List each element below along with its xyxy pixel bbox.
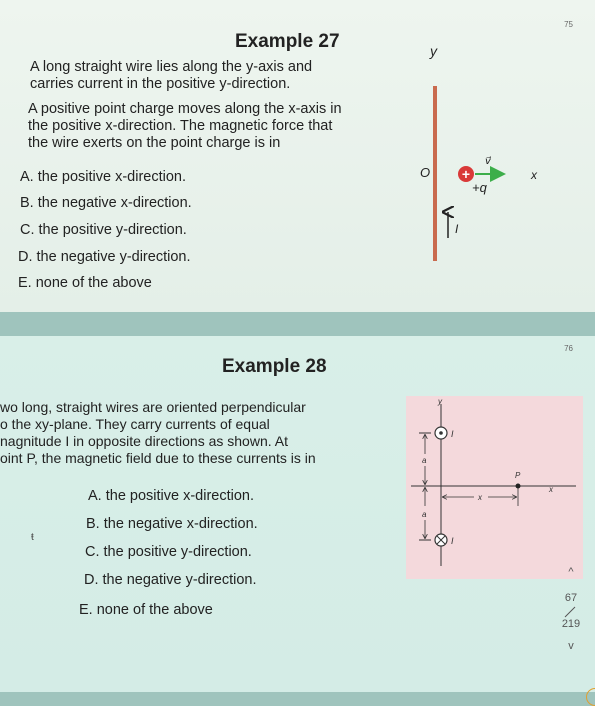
problem-paragraph xyxy=(0,399,316,467)
charge-label: +q xyxy=(472,180,487,195)
charge-symbol: + xyxy=(461,166,471,182)
x-axis-label: x xyxy=(531,168,537,182)
text-line: nagnitude I in opposite directions as shown. At xyxy=(0,433,288,449)
velocity-label: v⃗ xyxy=(485,156,491,167)
a-label-bottom: a xyxy=(422,510,427,519)
wire xyxy=(433,86,437,261)
slide-example-27 xyxy=(0,0,595,312)
option-d: D. the negative y-direction. xyxy=(84,572,257,588)
text-line: A positive point charge moves along the x-axis in xyxy=(28,101,342,117)
problem-paragraph-2 xyxy=(28,101,342,152)
point-p xyxy=(516,484,521,489)
page-down-button[interactable]: v xyxy=(568,640,574,652)
y-axis-label: y xyxy=(438,397,442,406)
text-line: oint P, the magnetic field due to these currents is in xyxy=(0,450,316,466)
page-number: 76 xyxy=(564,344,573,353)
wire-charge-figure xyxy=(400,40,570,290)
option-e: E. none of the above xyxy=(18,275,152,291)
slash-icon xyxy=(563,606,577,618)
origin-label: O xyxy=(420,165,431,180)
text-line: the positive x-direction. The magnetic force that xyxy=(28,118,333,134)
option-c: C. the positive y-direction. xyxy=(20,222,187,238)
option-a: A. the positive x-direction. xyxy=(20,169,187,185)
option-b: B. the negative x-direction. xyxy=(86,516,258,532)
option-b: B. the negative x-direction. xyxy=(20,195,192,211)
slide-title: Example 27 xyxy=(235,31,340,52)
option-e: E. none of the above xyxy=(79,602,213,618)
text-line: the wire exerts on the point charge is in xyxy=(28,135,281,151)
cursor-mark: ŧ xyxy=(31,532,34,543)
corner-circle-icon[interactable] xyxy=(586,688,595,706)
option-d: D. the negative y-direction. xyxy=(18,249,191,265)
current-label-top: I xyxy=(451,429,454,439)
current-label-bottom: I xyxy=(451,536,454,546)
option-c: C. the positive y-direction. xyxy=(85,544,252,560)
y-axis-label: y xyxy=(430,43,437,59)
wires-figure xyxy=(406,396,583,579)
slide-example-28 xyxy=(0,336,595,692)
current-label: I xyxy=(455,222,459,236)
x-distance-label: x xyxy=(478,493,482,502)
problem-paragraph-1 xyxy=(30,59,312,93)
page-number: 75 xyxy=(564,20,573,29)
slide-title: Example 28 xyxy=(222,356,327,377)
text-line: A long straight wire lies along the y-axis and xyxy=(30,59,313,75)
text-line: carries current in the positive y-direction. xyxy=(30,76,291,92)
text-line: o the xy-plane. They carry currents of equal xyxy=(0,416,270,432)
x-axis-label: x xyxy=(549,485,553,494)
total-page-number: 219 xyxy=(561,618,581,630)
current-page-number: 67 xyxy=(564,592,578,604)
a-label-top: a xyxy=(422,456,427,465)
text-line: wo long, straight wires are oriented perpendicular xyxy=(0,399,306,415)
page-up-button[interactable]: ^ xyxy=(568,566,574,578)
option-a: A. the positive x-direction. xyxy=(88,488,255,504)
point-p-label: P xyxy=(515,471,521,480)
